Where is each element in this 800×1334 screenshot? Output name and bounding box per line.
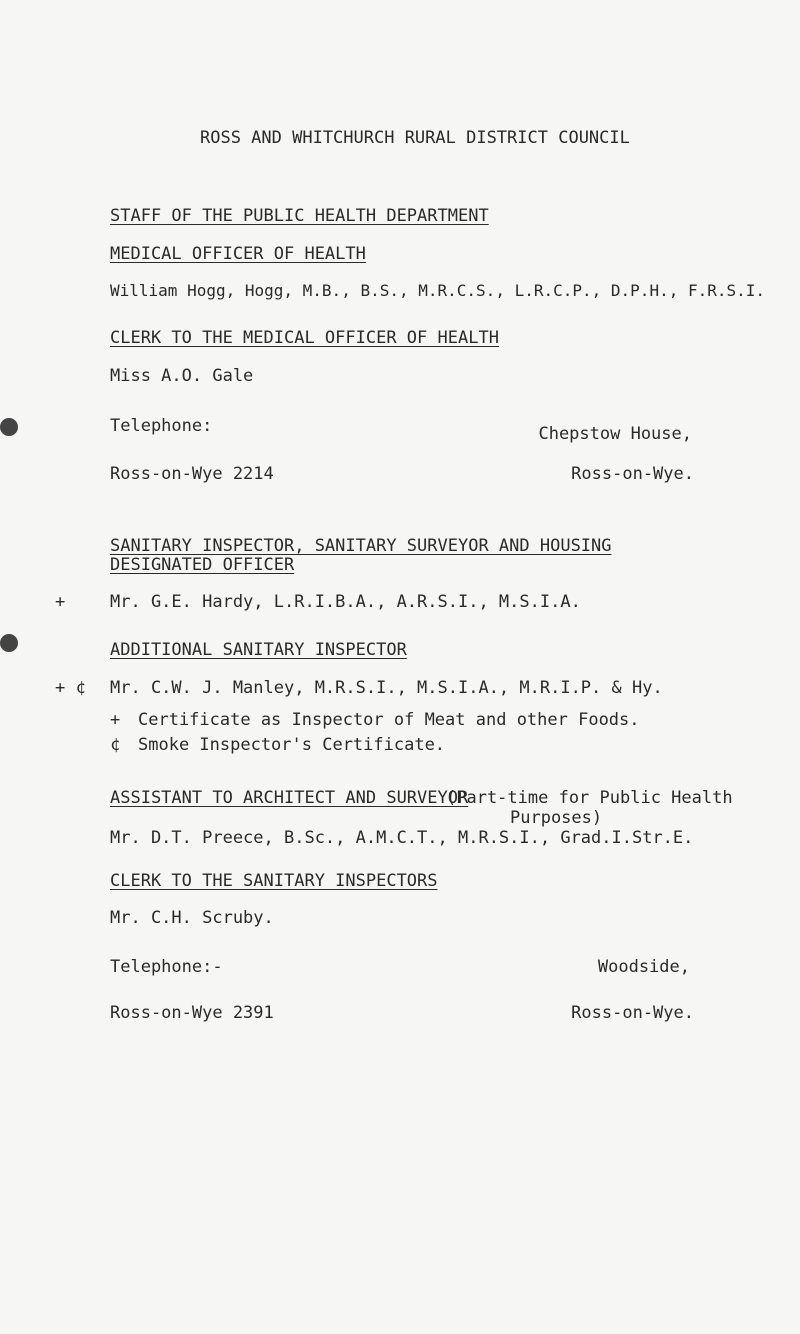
- note-text-2: Smoke Inspector's Certificate.: [138, 735, 446, 755]
- address-line-1a: Chepstow House,: [538, 424, 692, 444]
- additional-inspector-name: Mr. C.W. J. Manley, M.R.S.I., M.S.I.A., M.R.I.P. & Hy.: [110, 678, 663, 698]
- address-line-2a: Woodside,: [597, 957, 690, 977]
- note-mark-1: +: [110, 710, 121, 730]
- council-title: ROSS AND WHITCHURCH RURAL DISTRICT COUNCIL: [200, 128, 630, 148]
- medical-officer-role: MEDICAL OFFICER OF HEALTH: [110, 244, 366, 264]
- telephone-number-2: Ross-on-Wye 2391: [110, 1003, 274, 1023]
- telephone-label-2: Telephone:-: [110, 957, 223, 977]
- assistant-architect-role: ASSISTANT TO ARCHITECT AND SURVEYOR: [110, 788, 469, 808]
- clerk-inspectors-role: CLERK TO THE SANITARY INSPECTORS: [110, 871, 438, 891]
- clerk-inspectors-name: Mr. C.H. Scruby.: [110, 908, 274, 928]
- clerk-medical-role: CLERK TO THE MEDICAL OFFICER OF HEALTH: [110, 328, 499, 348]
- margin-mark-plus: +: [55, 592, 66, 612]
- sanitary-inspector-role-1: SANITARY INSPECTOR, SANITARY SURVEYOR AND HOUSING: [110, 536, 612, 556]
- assistant-architect-note-2: Purposes): [510, 808, 603, 828]
- clerk-medical-name: Miss A.O. Gale: [110, 366, 254, 386]
- assistant-architect-name: Mr. D.T. Preece, B.Sc., A.M.C.T., M.R.S.I., Grad.I.Str.E.: [110, 828, 694, 848]
- assistant-architect-note-1: (Part-time for Public Health: [446, 788, 733, 808]
- note-text-1: Certificate as Inspector of Meat and other Foods.: [138, 710, 640, 730]
- address-line-1b: Ross-on-Wye.: [571, 464, 694, 484]
- section-heading: STAFF OF THE PUBLIC HEALTH DEPARTMENT: [110, 206, 489, 226]
- punch-hole-bottom: [0, 634, 18, 652]
- address-line-2b: Ross-on-Wye.: [571, 1003, 694, 1023]
- sanitary-inspector-role-2: DESIGNATED OFFICER: [110, 555, 295, 575]
- medical-officer-name: William Hogg, Hogg, M.B., B.S., M.R.C.S., L.R.C.P., D.P.H., F.R.S.I.: [110, 281, 766, 300]
- telephone-number-1: Ross-on-Wye 2214: [110, 464, 274, 484]
- margin-mark-plus-cent: + ¢: [55, 678, 86, 698]
- additional-inspector-role: ADDITIONAL SANITARY INSPECTOR: [110, 640, 407, 660]
- punch-hole-top: [0, 418, 18, 436]
- note-mark-2: ¢: [110, 735, 121, 755]
- sanitary-inspector-name: Mr. G.E. Hardy, L.R.I.B.A., A.R.S.I., M.S.I.A.: [110, 592, 581, 612]
- telephone-label-1: Telephone:: [110, 416, 213, 436]
